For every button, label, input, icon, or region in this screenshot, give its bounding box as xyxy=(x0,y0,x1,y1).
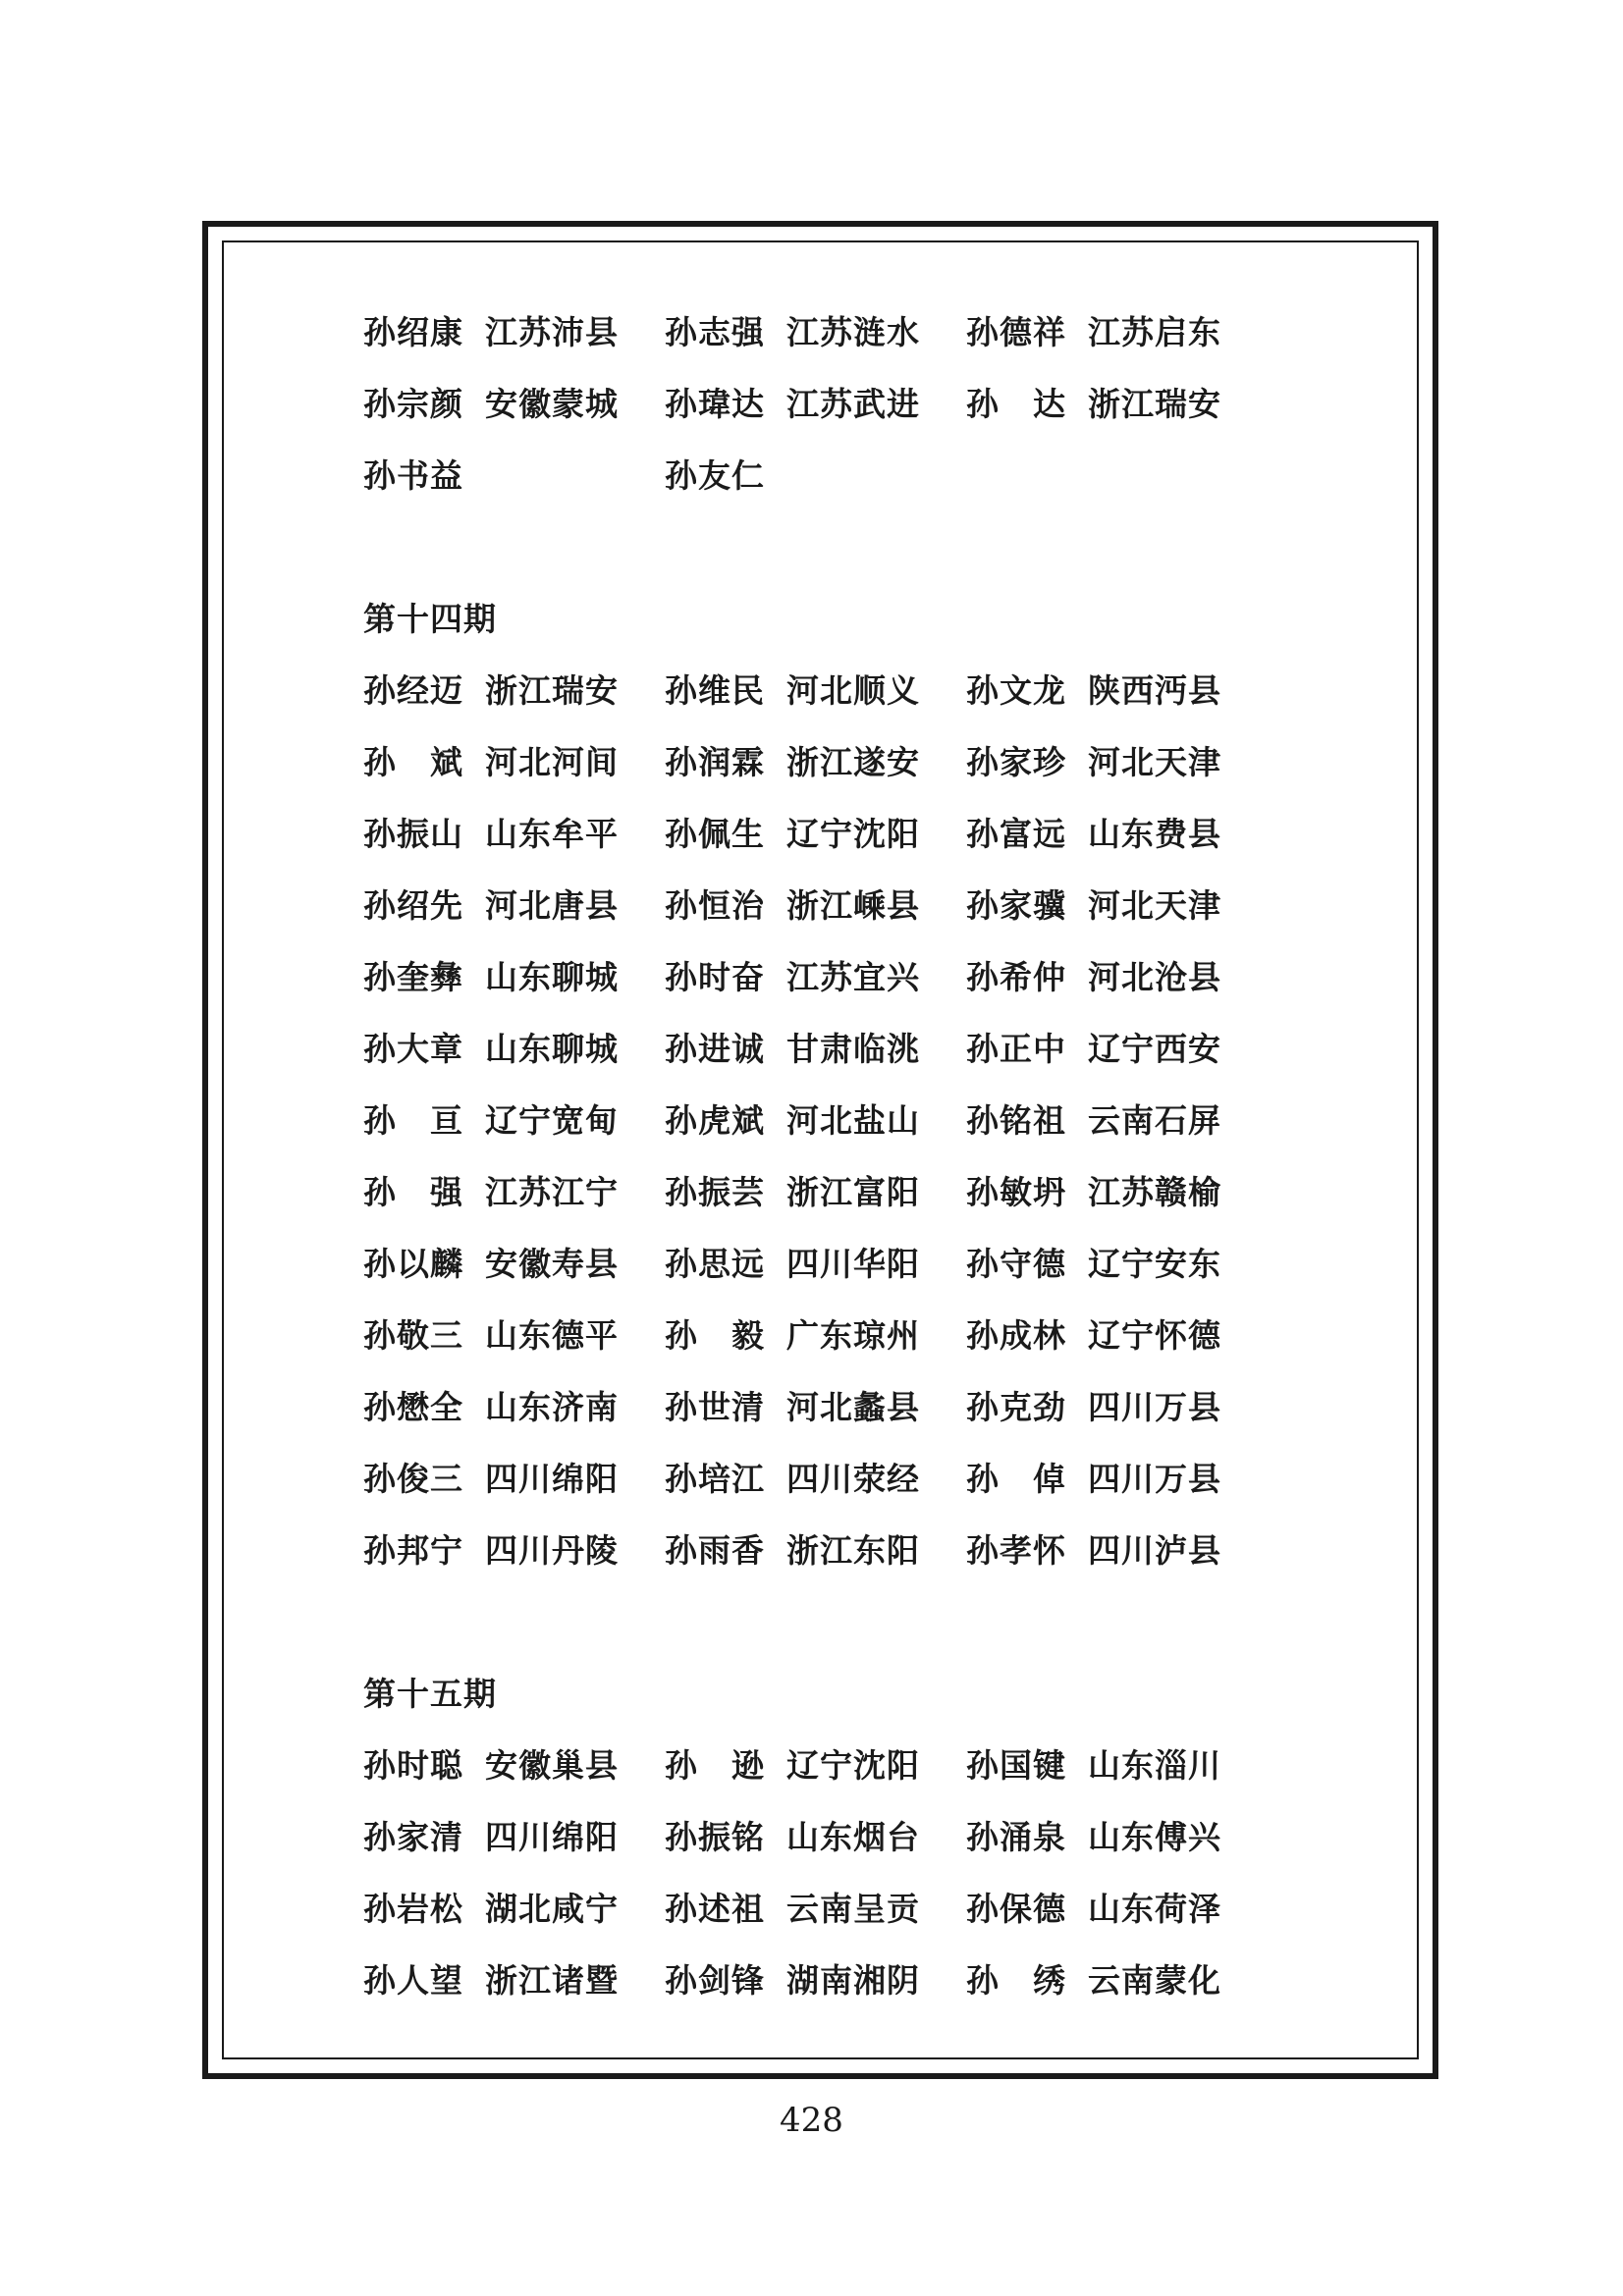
hometown: 浙江遂安 xyxy=(786,743,920,781)
person-name: 孙维民 xyxy=(665,671,765,710)
page-number: 428 xyxy=(780,2101,843,2140)
hometown: 江苏沛县 xyxy=(485,313,619,351)
roster-entry xyxy=(665,1454,966,1500)
roster-entry xyxy=(665,952,966,998)
person-name: 孙敏坍 xyxy=(966,1173,1066,1211)
hometown: 江苏武进 xyxy=(786,385,920,423)
person-name: 孙振铭 xyxy=(665,1818,765,1856)
person-name: 孙国键 xyxy=(966,1746,1066,1785)
hometown: 湖南湘阴 xyxy=(786,1961,920,2000)
roster-entry xyxy=(665,1024,966,1070)
hometown: 山东济南 xyxy=(485,1388,619,1426)
person-name: 孙振山 xyxy=(363,815,463,853)
hometown: 河北盐山 xyxy=(786,1101,920,1140)
person-name: 孙思远 xyxy=(665,1245,765,1283)
hometown: 湖北咸宁 xyxy=(485,1890,619,1928)
roster-entry xyxy=(665,1239,966,1285)
person-name: 孙克劲 xyxy=(966,1388,1066,1426)
roster-row xyxy=(363,1154,1247,1226)
roster-row xyxy=(363,1083,1247,1154)
hometown: 山东牟平 xyxy=(485,815,619,853)
hometown: 辽宁西安 xyxy=(1088,1030,1221,1068)
roster-entry xyxy=(363,952,665,998)
roster-entry xyxy=(966,1884,1247,1930)
hometown: 四川泸县 xyxy=(1088,1531,1221,1570)
hometown: 河北蠡县 xyxy=(786,1388,920,1426)
person-name: 孙进诚 xyxy=(665,1030,765,1068)
hometown: 安徽蒙城 xyxy=(485,385,619,423)
hometown: 河北顺义 xyxy=(786,671,920,710)
person-name: 孙恒治 xyxy=(665,886,765,925)
person-name: 孙希仲 xyxy=(966,958,1066,996)
person-name: 孙家骥 xyxy=(966,886,1066,925)
person-name: 孙岩松 xyxy=(363,1890,463,1928)
person-name: 孙润霖 xyxy=(665,743,765,781)
roster-entry xyxy=(665,1884,966,1930)
person-name: 孙经迈 xyxy=(363,671,463,710)
hometown: 安徽寿县 xyxy=(485,1245,619,1283)
roster-entry xyxy=(966,952,1247,998)
person-name: 孙友仁 xyxy=(665,456,765,495)
person-name: 孙家珍 xyxy=(966,743,1066,781)
roster-entry xyxy=(665,451,966,497)
roster-entry xyxy=(966,307,1247,353)
roster-row xyxy=(363,1011,1247,1083)
person-name: 孙佩生 xyxy=(665,815,765,853)
hometown: 浙江诸暨 xyxy=(485,1961,619,2000)
roster-entry xyxy=(363,1095,665,1142)
hometown: 云南蒙化 xyxy=(1088,1961,1221,2000)
hometown: 江苏赣榆 xyxy=(1088,1173,1221,1211)
section-gap xyxy=(363,509,1247,581)
roster-entry xyxy=(363,451,665,497)
person-name: 孙涌泉 xyxy=(966,1818,1066,1856)
hometown: 江苏启东 xyxy=(1088,313,1221,351)
hometown: 辽宁宽甸 xyxy=(485,1101,619,1140)
hometown: 河北唐县 xyxy=(485,886,619,925)
roster-entry xyxy=(363,1740,665,1787)
person-name: 孙敬三 xyxy=(363,1316,463,1355)
hometown: 辽宁沈阳 xyxy=(786,815,920,853)
roster-row xyxy=(363,294,1247,366)
hometown: 山东聊城 xyxy=(485,958,619,996)
person-name: 孙奎彝 xyxy=(363,958,463,996)
roster-entry xyxy=(665,809,966,855)
hometown: 四川荥经 xyxy=(786,1460,920,1498)
roster-entry xyxy=(363,881,665,927)
person-name: 孙成林 xyxy=(966,1316,1066,1355)
roster-entry xyxy=(966,1310,1247,1357)
person-name: 孙文龙 xyxy=(966,671,1066,710)
person-name: 孙孝怀 xyxy=(966,1531,1066,1570)
person-name: 孙 达 xyxy=(966,385,1066,423)
person-name: 孙正中 xyxy=(966,1030,1066,1068)
roster-entry xyxy=(966,666,1247,712)
roster-row xyxy=(363,796,1247,868)
section-heading: 第十四期 xyxy=(363,600,497,638)
roster-entry xyxy=(665,1812,966,1858)
roster-entry xyxy=(363,1955,665,2002)
roster-row xyxy=(363,1799,1247,1871)
roster-row xyxy=(363,1871,1247,1943)
person-name: 孙富远 xyxy=(966,815,1066,853)
hometown: 河北沧县 xyxy=(1088,958,1221,996)
section-gap xyxy=(363,1584,1247,1656)
hometown: 浙江东阳 xyxy=(786,1531,920,1570)
roster-row xyxy=(363,438,1247,509)
roster-row xyxy=(363,653,1247,724)
person-name: 孙绍康 xyxy=(363,313,463,351)
roster-row xyxy=(363,1728,1247,1799)
hometown: 四川绵阳 xyxy=(485,1818,619,1856)
hometown: 辽宁安东 xyxy=(1088,1245,1221,1283)
person-name: 孙培江 xyxy=(665,1460,765,1498)
hometown: 云南石屏 xyxy=(1088,1101,1221,1140)
person-name: 孙宗颜 xyxy=(363,385,463,423)
hometown: 河北天津 xyxy=(1088,743,1221,781)
person-name: 孙振芸 xyxy=(665,1173,765,1211)
roster-entry xyxy=(966,1239,1247,1285)
roster-entry xyxy=(665,666,966,712)
hometown: 四川华阳 xyxy=(786,1245,920,1283)
person-name: 孙 斌 xyxy=(363,743,463,781)
person-name: 孙时奋 xyxy=(665,958,765,996)
roster-entry xyxy=(966,809,1247,855)
roster-entry xyxy=(363,666,665,712)
roster-entry xyxy=(665,1955,966,2002)
person-name: 孙世清 xyxy=(665,1388,765,1426)
hometown: 山东德平 xyxy=(485,1316,619,1355)
roster-row xyxy=(363,1369,1247,1441)
hometown: 山东烟台 xyxy=(786,1818,920,1856)
person-name: 孙 亘 xyxy=(363,1101,463,1140)
person-name: 孙绍先 xyxy=(363,886,463,925)
roster-row xyxy=(363,939,1247,1011)
roster-entry xyxy=(665,881,966,927)
roster-entry xyxy=(966,1740,1247,1787)
roster-entry xyxy=(966,1167,1247,1213)
hometown: 山东荷泽 xyxy=(1088,1890,1221,1928)
roster-entry xyxy=(665,1095,966,1142)
roster-entry xyxy=(363,1024,665,1070)
roster-entry xyxy=(966,1525,1247,1572)
person-name: 孙 绣 xyxy=(966,1961,1066,2000)
hometown: 陕西沔县 xyxy=(1088,671,1221,710)
roster-row xyxy=(363,724,1247,796)
roster-entry xyxy=(665,1382,966,1428)
person-name: 孙 逊 xyxy=(665,1746,765,1785)
roster-entry xyxy=(363,1310,665,1357)
hometown: 山东聊城 xyxy=(485,1030,619,1068)
hometown: 四川丹陵 xyxy=(485,1531,619,1570)
roster-entry xyxy=(966,737,1247,783)
hometown: 浙江瑞安 xyxy=(485,671,619,710)
person-name: 孙德祥 xyxy=(966,313,1066,351)
hometown: 四川绵阳 xyxy=(485,1460,619,1498)
hometown: 广东琼州 xyxy=(786,1316,920,1355)
roster-entry xyxy=(665,737,966,783)
roster-entry xyxy=(363,1525,665,1572)
roster-entry xyxy=(363,1454,665,1500)
person-name: 孙保德 xyxy=(966,1890,1066,1928)
person-name: 孙邦宁 xyxy=(363,1531,463,1570)
hometown: 辽宁怀德 xyxy=(1088,1316,1221,1355)
roster-row xyxy=(363,1226,1247,1298)
hometown: 辽宁沈阳 xyxy=(786,1746,920,1785)
roster-entry xyxy=(363,1884,665,1930)
roster-entry xyxy=(363,1812,665,1858)
roster-entry xyxy=(665,379,966,425)
roster-entry xyxy=(966,379,1247,425)
hometown: 河北天津 xyxy=(1088,886,1221,925)
person-name: 孙懋全 xyxy=(363,1388,463,1426)
roster-row xyxy=(363,1513,1247,1584)
hometown: 浙江富阳 xyxy=(786,1173,920,1211)
hometown: 云南呈贡 xyxy=(786,1890,920,1928)
person-name: 孙俊三 xyxy=(363,1460,463,1498)
hometown: 江苏宜兴 xyxy=(786,958,920,996)
roster-entry xyxy=(966,1095,1247,1142)
roster-entry xyxy=(665,1167,966,1213)
hometown: 甘肃临洮 xyxy=(786,1030,920,1068)
person-name: 孙虎斌 xyxy=(665,1101,765,1140)
roster-row xyxy=(363,1441,1247,1513)
person-name: 孙雨香 xyxy=(665,1531,765,1570)
roster-entry xyxy=(966,881,1247,927)
roster-entry xyxy=(363,737,665,783)
roster-entry xyxy=(363,1239,665,1285)
hometown: 山东费县 xyxy=(1088,815,1221,853)
hometown: 河北河间 xyxy=(485,743,619,781)
roster-entry xyxy=(966,1024,1247,1070)
person-name: 孙 毅 xyxy=(665,1316,765,1355)
person-name: 孙家清 xyxy=(363,1818,463,1856)
person-name: 孙书益 xyxy=(363,456,463,495)
person-name: 孙瑋达 xyxy=(665,385,765,423)
hometown: 四川万县 xyxy=(1088,1388,1221,1426)
person-name: 孙大章 xyxy=(363,1030,463,1068)
hometown: 四川万县 xyxy=(1088,1460,1221,1498)
roster-entry xyxy=(363,1167,665,1213)
roster-entry xyxy=(966,1812,1247,1858)
person-name: 孙守德 xyxy=(966,1245,1066,1283)
person-name: 孙人望 xyxy=(363,1961,463,2000)
roster-entry xyxy=(665,307,966,353)
roster-entry xyxy=(363,307,665,353)
roster-entry xyxy=(665,1525,966,1572)
roster-entry xyxy=(363,379,665,425)
hometown: 山东淄川 xyxy=(1088,1746,1221,1785)
person-name: 孙述祖 xyxy=(665,1890,765,1928)
roster-content xyxy=(363,294,1247,2014)
hometown: 江苏涟水 xyxy=(786,313,920,351)
hometown: 浙江瑞安 xyxy=(1088,385,1221,423)
roster-entry xyxy=(966,1454,1247,1500)
section-heading: 第十五期 xyxy=(363,1675,497,1713)
roster-entry xyxy=(665,1310,966,1357)
person-name: 孙铭祖 xyxy=(966,1101,1066,1140)
hometown: 安徽巢县 xyxy=(485,1746,619,1785)
roster-row xyxy=(363,868,1247,939)
roster-row xyxy=(363,366,1247,438)
person-name: 孙剑锋 xyxy=(665,1961,765,2000)
roster-entry xyxy=(363,809,665,855)
roster-row xyxy=(363,1943,1247,2014)
person-name: 孙 倬 xyxy=(966,1460,1066,1498)
roster-entry xyxy=(665,1740,966,1787)
person-name: 孙志强 xyxy=(665,313,765,351)
hometown: 山东傅兴 xyxy=(1088,1818,1221,1856)
roster-entry xyxy=(966,1955,1247,2002)
person-name: 孙以麟 xyxy=(363,1245,463,1283)
person-name: 孙时聪 xyxy=(363,1746,463,1785)
hometown: 江苏江宁 xyxy=(485,1173,619,1211)
roster-row xyxy=(363,1298,1247,1369)
hometown: 浙江嵊县 xyxy=(786,886,920,925)
roster-entry xyxy=(966,1382,1247,1428)
person-name: 孙 强 xyxy=(363,1173,463,1211)
roster-entry xyxy=(363,1382,665,1428)
